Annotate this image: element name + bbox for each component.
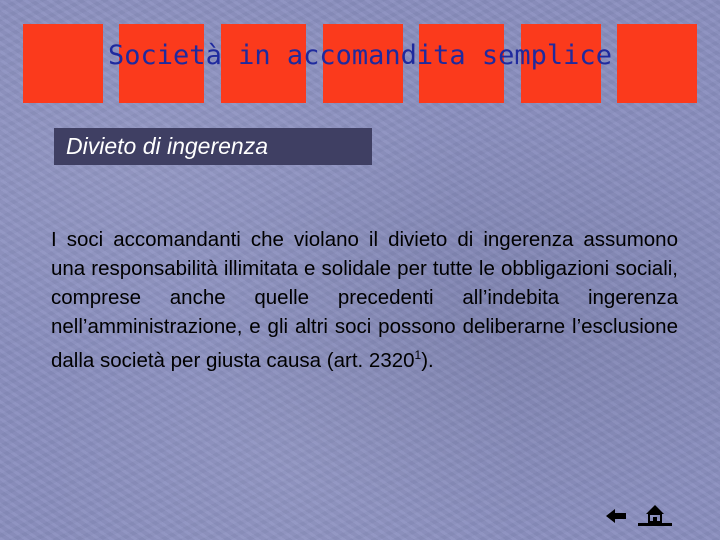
home-button[interactable] [637, 500, 673, 528]
slide-title: Società in accomandita semplice [108, 40, 612, 71]
back-button[interactable] [604, 500, 630, 528]
body-text-end: ). [421, 348, 434, 372]
body-text: I soci accomandanti che violano il divieto di ingerenza assumono una responsabilità illimitata e solidale per tutte le obbligazioni sociali, comprese anche quelle precedenti all’indebita ingerenza nell’amministrazione, e gli altri soci possono deliberarne l’esclusione dalla società per giusta causa (art. 2320 [51, 228, 678, 372]
home-icon [637, 500, 673, 528]
slide-subtitle: Divieto di ingerenza [66, 133, 269, 159]
arrow-left-icon [604, 500, 630, 528]
slide-body [51, 225, 678, 375]
body-superscript: 1 [414, 348, 422, 362]
